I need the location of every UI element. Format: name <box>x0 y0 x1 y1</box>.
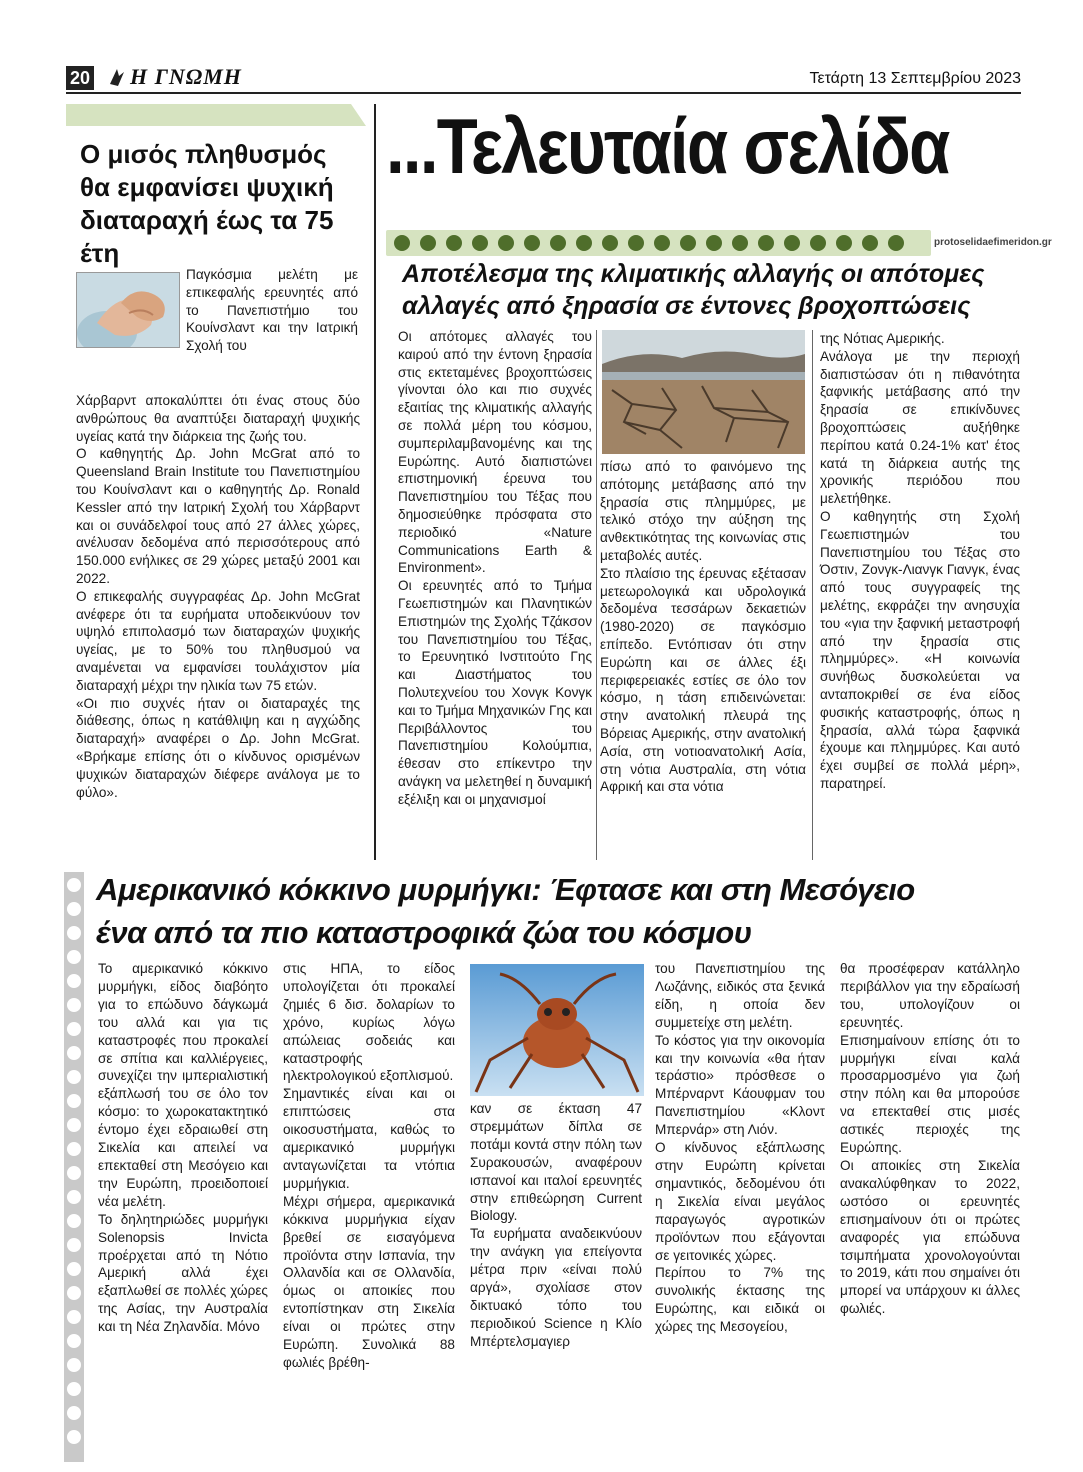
ant-column-4 <box>655 960 825 1336</box>
decor-dot <box>836 235 852 251</box>
column-separator <box>596 330 597 860</box>
decor-dot <box>67 1166 81 1180</box>
decor-dot <box>67 1406 81 1420</box>
paragraph: Τα ευρήματα αναδεικνύουν την ανάγκη για επείγοντα μέτρα πριν «είναι πολύ αργά», σχολίασε στον δικτυακό τόπο του περιοδικού Science η Κλίο Μπέρτελσμαγιερ <box>470 1226 642 1349</box>
decor-dot <box>67 1118 81 1132</box>
paragraph: στις ΗΠΑ, το είδος υπολογίζεται ότι προκαλεί ζημιές 6 δισ. δολαρίων το χρόνο, κυρίως λόγω απώλειας σοδειάς και καταστροφής ηλεκτρολογικού εξοπλισμού. <box>283 961 455 1084</box>
decor-dot <box>67 1046 81 1060</box>
left-article-intro: Παγκόσμια μελέτη με επικεφαλής ερευνητές από το Πανεπιστήμιο του Κουίνσλαντ και την Ιατρική Σχολή του <box>186 267 358 354</box>
decor-dot <box>446 235 462 251</box>
paragraph: Το δηλητηριώδες μυρμήγκι Solenopsis Invicta προέρχεται από τη Νότιο Αμερική αλλά έχει εξαπλωθεί σε πολλές χώρες της Ασίας, την Αυστραλία και τη Νέα Ζηλανδία. Μόνο <box>98 1211 268 1335</box>
hands-photo <box>76 272 180 348</box>
paragraph: του Πανεπιστημίου της Λωζάνης, ειδικός στα ξενικά είδη, η οποία δεν συμμετείχε στη μελέτη. <box>655 961 825 1030</box>
paragraph: Μέχρι σήμερα, αμερικανικά κόκκινα μυρμήγκια είχαν βρεθεί σε εισαγόμενα προϊόντα στην Ισπανία, την Ολλανδία και σε Ολλανδία, όμως οι αποικίες που εντοπίστηκαν στη Σικελία είναι οι πρώτες στην Ευρώπη. Συνολικά 88 φωλιές βρέθη- <box>283 1193 455 1370</box>
paragraph: Ο κίνδυνος εξάπλωσης στην Ευρώπη κρίνεται σημαντικός, δεδομένου ότι η Σικελία είναι μεγάλος παραγωγός αγροτικών προϊόντων που εξάγονται σε γειτονικές χώρες. <box>655 1140 825 1263</box>
decor-dot <box>67 1262 81 1276</box>
decor-dot <box>67 926 81 940</box>
paragraph: θα προσέφεραν κατάλληλο περιβάλλον για την εδραίωσή του, υπολογίζουν οι ερευνητές. <box>840 961 1020 1030</box>
paragraph: Ο επικεφαλής συγγραφέας Δρ. John McGrat ανέφερε ότι τα ευρήματα υποδεικνύουν τον υψηλό επιπολασμό των διαταραχών ψυχικής υγείας, με το 50% του πληθυσμού να αναμένεται να εμφανίσει τουλάχιστον μία διαταραχή μέχρι την ηλικία των 75 ετών. <box>76 588 360 693</box>
column-divider <box>374 104 376 860</box>
paragraph: Στο πλαίσιο της έρευνας εξέτασαν μετεωρολογικά και υδρολογικά δεδομένα τεσσάρων δεκαετιών (1980-2020) σε παγκόσμιο επίπεδο. Εντόπισαν ότι στην Ευρώπη και σε άλλες έξι περιφερειακές εστίες σε όλο τον κόσμο, η τάση επιδεινώνεται: στην ανατολική πλευρά της Βόρειας Αμερικής, στην ανατολική Ασία, στη νοτιοανατολική Ασία, στη νότια Αυστραλία, στη νότια Αφρική και στα νότια <box>600 565 806 795</box>
paragraph: της Νότιας Αμερικής. <box>820 331 945 346</box>
decor-dot <box>67 1022 81 1036</box>
decor-dot <box>784 235 800 251</box>
ant-image-icon <box>470 964 644 1096</box>
dots-decoration <box>386 230 931 256</box>
cracked-earth-image-icon <box>602 330 805 454</box>
paragraph: Σημαντικές είναι και οι επιπτώσεις στα οικοσυστήματα, καθώς το αμερικανικό μυρμήγκι ανταγωνίζεται τα ντόπια μυρμήγκια. <box>283 1086 455 1191</box>
paragraph: Οι ερευνητές από το Τμήμα Γεωεπιστημών και Πλανητικών Επιστημών της Σχολής Τζάκσον του Πανεπιστημίου του Τέξας, το Ερευνητικό Ινστιτούτο Γης και Διαστήματος του Πολυτεχνείου του Χονγκ Κονγκ και το Τμήμα Μηχανικών Γης και Περιβάλλοντος του Πανεπιστημίου Κολούμπια, έθεσαν στο επίκεντρο την ανάγκη να μελετηθεί η δυναμική εξέλιξη και οι μηχανισμοί <box>398 578 592 807</box>
bird-logo-icon <box>108 66 126 88</box>
paragraph: Χάρβαρντ αποκαλύπτει ότι ένας στους δύο ανθρώπους θα αναπτύξει διαταραχή ψυχικής υγείας κατά την διάρκεια της ζωής του. <box>76 393 360 444</box>
ant-title-line: Αμερικανικό κόκκινο μυρμήγκι: Έφτασε και στη Μεσόγειο <box>96 872 915 907</box>
ant-photo <box>470 964 644 1096</box>
paragraph: Ο καθηγητής Δρ. John McGrat από το Queensland Brain Institute του Πανεπιστημίου του Κουίνσλαντ και ο καθηγητής Δρ. Ronald Kessler από την Ιατρική Σχολή του Χάρβαρντ και οι συνάδελφοί τους από 27 άλλες χώρες, ανέλυσαν δεδομένα από περισσότερους από 150.000 ενήλικες σε 29 χώρες μεταξύ 2001 και 2022. <box>76 446 360 586</box>
climate-column-2 <box>600 458 806 796</box>
climate-column-3 <box>820 330 1020 793</box>
decor-dot <box>67 1094 81 1108</box>
ant-column-1 <box>98 960 268 1336</box>
decor-dot <box>67 974 81 988</box>
paragraph: Οι αποικίες στη Σικελία ανακαλύφθηκαν το 2022, ωστόσο οι ερευνητές επισημαίνουν ότι οι πρώτες αναφορές για επώδυνα τσιμπήματα χρονολογούνται το 2019, κάτι που σημαίνει ότι μπορεί να υπάρχουν κι άλλες φωλιές. <box>840 1157 1020 1317</box>
decor-dot <box>67 1286 81 1300</box>
paragraph: Ο καθηγητής στη Σχολή Γεωεπιστημών του Πανεπιστημίου του Τέξας στο Όστιν, Ζονγκ-Λιανγκ Γιανγκ, ένας από τους συγγραφείς της μελέτης, εκφράζει την ανησυχία του «για την ξαφνική μεταστροφή από την ξηρασία στις πλημμύρες». «Η κοινωνία συνήθως δυσκολεύεται να ανταποκριθεί σε ένα είδος φυσικής καταστροφής, όπως η ξηρασία, αλλά τώρα ξαφνικά έχουμε και πλημμύρες. Και αυτό έχει συμβεί σε πολλά μέρη», παρατηρεί. <box>820 508 1020 791</box>
decor-dot <box>67 1238 81 1252</box>
decor-dot <box>732 235 748 251</box>
paragraph: Το κόστος για την οικονομία και την κοινωνία «θα ήταν τεράστιο» πρόσθεσε ο Μπέρναρντ Κάουφμαν του Πανεπιστημίου «Κλοντ Μπερνάρ» στη Λιόν. <box>655 1032 825 1138</box>
page-number: 20 <box>66 66 94 90</box>
decor-dot <box>628 235 644 251</box>
decor-dot <box>524 235 540 251</box>
decor-dot <box>67 1190 81 1204</box>
decor-dot <box>498 235 514 251</box>
drought-photo <box>602 330 805 454</box>
ant-column-3 <box>470 1100 642 1351</box>
ant-column-2 <box>283 960 455 1372</box>
site-tag: protoselidaefimeridon.gr <box>934 237 1052 248</box>
decor-dot <box>472 235 488 251</box>
ant-column-5 <box>840 960 1020 1318</box>
decor-dot <box>67 1430 81 1444</box>
decor-dot <box>654 235 670 251</box>
section-banner: ...Τελευταία σελίδα <box>386 102 949 190</box>
paragraph: Περίπου το 7% της συνολικής έκτασης της Ευρώπης, και ειδικά οι χώρες της Μεσογείου, <box>655 1265 825 1335</box>
left-decor-strip <box>64 872 84 1462</box>
decor-dot <box>67 1382 81 1396</box>
hands-image-icon <box>77 273 180 348</box>
decor-dot <box>67 878 81 892</box>
decor-dot <box>67 1310 81 1324</box>
ant-article-title <box>96 868 1026 954</box>
header-rule <box>66 92 1021 94</box>
paragraph: Επισημαίνουν επίσης ότι το μυρμήγκι είναι καλά προσαρμοσμένο για ζωή στην πόλη και θα μπορούσε να επεκταθεί στις μισές αστικές περιοχές της Ευρώπης. <box>840 1032 1020 1156</box>
paragraph: Το αμερικανικό κόκκινο μυρμήγκι, είδος διαβόητο για το επώδυνο δάγκωμά του αλλά και για τις καταστροφές που προκαλεί σε σπίτια και καλλιέργειες, συνεχίζει την ιμπεριαλιστική εξάπλωσή του σε όλο τον κόσμο: το χωροκατακτητικό έντομο έχει εδραιωθεί στη Σικελία και απειλεί να επεκταθεί στη Μεσόγειο και την Ευρώπη, προειδοποιεί νέα μελέτη. <box>98 961 268 1209</box>
paragraph: «Οι πιο συχνές ήταν οι διαταραχές της διάθεσης, όπως η κατάθλιψη και η αγχώδης διαταραχή» αναφέρει ο Δρ. John McGrat. «Βρήκαμε επίσης ότι ο κίνδυνος ορισμένων ψυχικών διαταραχών διέφερε ανάλογα με το φύλο». <box>76 695 360 800</box>
publication-name: Η ΓΝΩΜΗ <box>130 64 242 89</box>
decor-dot <box>680 235 696 251</box>
decor-dot <box>67 1142 81 1156</box>
decor-dot <box>862 235 878 251</box>
decor-dot <box>602 235 618 251</box>
paragraph: Οι απότομες αλλαγές του καιρού από την έντονη ξηρασία στις εκτεταμένες βροχοπτώσεις γίνονται όλο και πιο συχνές εξαιτίας της κλιματικής αλλαγής σε πολλά μέρη του κόσμου, συμπεριλαμβανομένης και της Ευρώπης. Αυτό διαπιστώνει επιστημονική έρευνα του Πανεπιστημίου του Τέξας που δημοσιεύθηκε πρόσφατα στο περιοδικό «Nature Communications Earth & Environment». <box>398 329 592 576</box>
left-article-body <box>76 392 360 801</box>
decor-dot <box>67 1334 81 1348</box>
column-separator <box>812 330 813 860</box>
decor-dot <box>810 235 826 251</box>
left-article-title: Ο μισός πληθυσμός θα εμφανίσει ψυχική διαταραχή έως τα 75 έτη <box>80 139 334 268</box>
left-accent-bar <box>66 104 366 126</box>
paragraph: Ανάλογα με την περιοχή διαπιστώσαν ότι η πιθανότητα ξαφνικής μετάβασης από την ξηρασία σε επικίνδυνες βροχοπτώσεις αυξήθηκε περίπου κατά 0.24-1% κατ' έτος κατά τη διάρκεια αυτής της χρονικής περιόδου που μελετήθηκε. <box>820 348 1020 507</box>
decor-dot <box>888 235 904 251</box>
decor-dot <box>420 235 436 251</box>
decor-dot <box>706 235 722 251</box>
ant-title-line: ένα από τα πιο καταστροφικά ζώα του κόσμου <box>96 915 752 950</box>
decor-dot <box>550 235 566 251</box>
decor-dot <box>576 235 592 251</box>
climate-column-1 <box>398 328 592 809</box>
decor-dot <box>67 950 81 964</box>
decor-dot <box>67 1214 81 1228</box>
issue-date: Τετάρτη 13 Σεπτεμβρίου 2023 <box>809 70 1021 87</box>
decor-dot <box>67 902 81 916</box>
paragraph: πίσω από το φαινόμενο της απότομης μετάβασης από την ξηρασία στις πλημμύρες, με τελικό στόχο την αύξηση της ανθεκτικότητας της κοινωνίας στις μεταβολές αυτές. <box>600 459 806 563</box>
decor-dot <box>67 1070 81 1084</box>
decor-dot <box>67 1358 81 1372</box>
decor-dot <box>394 235 410 251</box>
decor-dot <box>67 998 81 1012</box>
decor-dot <box>758 235 774 251</box>
paragraph: καν σε έκταση 47 στρεμμάτων δίπλα σε ποτάμι κοντά στην πόλη των Συρακουσών, αναφέρουν ισπανοί και ιταλοί ερευνητές στην επιθεώρηση Current Biology. <box>470 1101 642 1224</box>
climate-article-title: Αποτέλεσμα της κλιματικής αλλαγής οι απότομες αλλαγές από ξηρασία σε έντονες βροχοπτώσεις <box>402 260 985 320</box>
